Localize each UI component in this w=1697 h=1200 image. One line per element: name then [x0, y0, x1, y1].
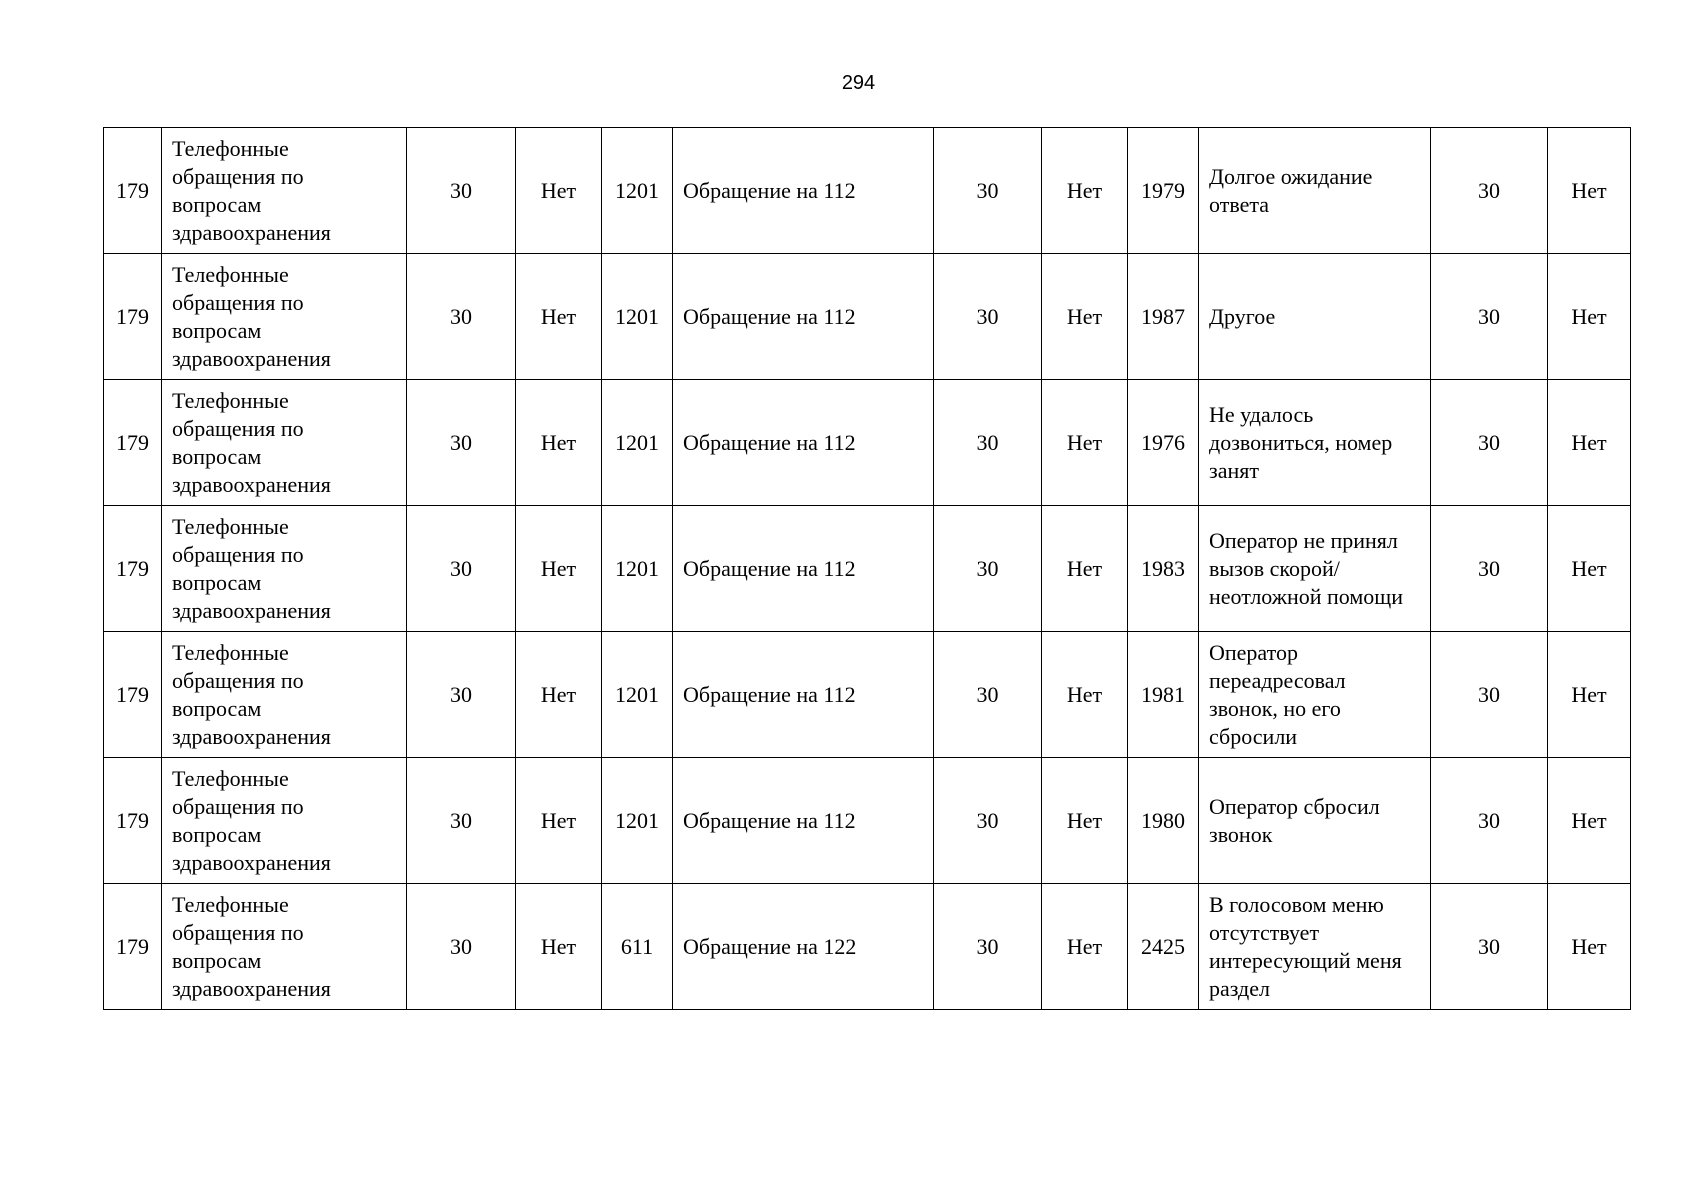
table-cell-subtopic-name: Другое: [1199, 254, 1431, 380]
table-cell-topic-flag: Нет: [1042, 758, 1128, 884]
table-cell-topic-days: 30: [934, 632, 1042, 758]
table-cell-group-code: 179: [104, 632, 162, 758]
table-cell-subtopic-code: 1980: [1128, 758, 1199, 884]
table-cell-subtopic-flag: Нет: [1548, 632, 1631, 758]
table-cell-group-name: Телефонные обращения по вопросам здравоохранения: [162, 884, 407, 1010]
table-cell-subtopic-code: 1983: [1128, 506, 1199, 632]
table-cell-topic-name: Обращение на 112: [673, 758, 934, 884]
table-cell-subtopic-days: 30: [1431, 506, 1548, 632]
table-cell-subtopic-code: 1976: [1128, 380, 1199, 506]
page-number: 294: [841, 72, 876, 94]
table-cell-group-days: 30: [407, 506, 516, 632]
table-cell-topic-code: 1201: [602, 758, 673, 884]
table-cell-topic-days: 30: [934, 254, 1042, 380]
table-cell-topic-name: Обращение на 112: [673, 128, 934, 254]
table-cell-subtopic-days: 30: [1431, 884, 1548, 1010]
table-cell-group-flag: Нет: [516, 254, 602, 380]
table-cell-topic-name: Обращение на 122: [673, 884, 934, 1010]
table-cell-group-name: Телефонные обращения по вопросам здравоохранения: [162, 380, 407, 506]
table-cell-subtopic-name: Оператор не принял вызов скорой/неотложной помощи: [1199, 506, 1431, 632]
table-cell-group-days: 30: [407, 128, 516, 254]
table-cell-group-name: Телефонные обращения по вопросам здравоохранения: [162, 506, 407, 632]
table-cell-subtopic-days: 30: [1431, 380, 1548, 506]
table-cell-subtopic-days: 30: [1431, 632, 1548, 758]
table-cell-topic-code: 1201: [602, 380, 673, 506]
table-cell-topic-days: 30: [934, 884, 1042, 1010]
table-cell-group-code: 179: [104, 380, 162, 506]
table-cell-subtopic-days: 30: [1431, 128, 1548, 254]
table-cell-subtopic-days: 30: [1431, 254, 1548, 380]
table-cell-group-days: 30: [407, 632, 516, 758]
table-cell-group-code: 179: [104, 506, 162, 632]
table-cell-group-name: Телефонные обращения по вопросам здравоохранения: [162, 758, 407, 884]
table-cell-subtopic-flag: Нет: [1548, 128, 1631, 254]
table-cell-subtopic-code: 1981: [1128, 632, 1199, 758]
table-cell-topic-code: 1201: [602, 128, 673, 254]
table-row: [104, 632, 1631, 758]
table-cell-group-flag: Нет: [516, 632, 602, 758]
table-cell-group-flag: Нет: [516, 380, 602, 506]
table-cell-group-code: 179: [104, 254, 162, 380]
table-cell-topic-flag: Нет: [1042, 380, 1128, 506]
table-cell-topic-days: 30: [934, 380, 1042, 506]
table-cell-subtopic-flag: Нет: [1548, 884, 1631, 1010]
table-cell-topic-code: 611: [602, 884, 673, 1010]
table-cell-subtopic-name: Не удалось дозвониться, номер занят: [1199, 380, 1431, 506]
table-cell-topic-name: Обращение на 112: [673, 254, 934, 380]
table-cell-topic-days: 30: [934, 506, 1042, 632]
table-cell-topic-flag: Нет: [1042, 254, 1128, 380]
table-cell-group-days: 30: [407, 254, 516, 380]
table-cell-group-code: 179: [104, 758, 162, 884]
table-cell-group-flag: Нет: [516, 884, 602, 1010]
table-cell-topic-code: 1201: [602, 506, 673, 632]
table-cell-subtopic-flag: Нет: [1548, 758, 1631, 884]
table-row: [104, 380, 1631, 506]
table-row: [104, 758, 1631, 884]
table-cell-topic-flag: Нет: [1042, 128, 1128, 254]
table-row: [104, 254, 1631, 380]
table-cell-group-name: Телефонные обращения по вопросам здравоохранения: [162, 632, 407, 758]
table-cell-group-days: 30: [407, 884, 516, 1010]
table-cell-group-flag: Нет: [516, 128, 602, 254]
table-cell-topic-days: 30: [934, 128, 1042, 254]
table-cell-topic-flag: Нет: [1042, 632, 1128, 758]
table-cell-group-name: Телефонные обращения по вопросам здравоохранения: [162, 128, 407, 254]
table-cell-topic-days: 30: [934, 758, 1042, 884]
table-row: [104, 884, 1631, 1010]
table-cell-topic-flag: Нет: [1042, 506, 1128, 632]
table-cell-subtopic-flag: Нет: [1548, 254, 1631, 380]
table-cell-topic-name: Обращение на 112: [673, 632, 934, 758]
table-cell-group-flag: Нет: [516, 758, 602, 884]
table-cell-group-days: 30: [407, 758, 516, 884]
table-cell-subtopic-code: 2425: [1128, 884, 1199, 1010]
table-cell-subtopic-code: 1979: [1128, 128, 1199, 254]
table-cell-subtopic-flag: Нет: [1548, 380, 1631, 506]
table-cell-group-code: 179: [104, 884, 162, 1010]
table-cell-group-flag: Нет: [516, 506, 602, 632]
table-cell-subtopic-name: Оператор сбросил звонок: [1199, 758, 1431, 884]
table-row: [104, 128, 1631, 254]
table-cell-topic-code: 1201: [602, 254, 673, 380]
table-cell-subtopic-name: Оператор переадресовал звонок, но его сбросили: [1199, 632, 1431, 758]
table-cell-topic-code: 1201: [602, 632, 673, 758]
table-row: [104, 506, 1631, 632]
table-cell-topic-name: Обращение на 112: [673, 506, 934, 632]
table-cell-topic-flag: Нет: [1042, 884, 1128, 1010]
table-cell-subtopic-code: 1987: [1128, 254, 1199, 380]
table-cell-subtopic-days: 30: [1431, 758, 1548, 884]
table-cell-topic-name: Обращение на 112: [673, 380, 934, 506]
table-cell-group-code: 179: [104, 128, 162, 254]
table-cell-subtopic-name: В голосовом меню отсутствует интересующий меня раздел: [1199, 884, 1431, 1010]
data-table: [103, 127, 1631, 1010]
table-cell-group-name: Телефонные обращения по вопросам здравоохранения: [162, 254, 407, 380]
table-cell-subtopic-flag: Нет: [1548, 506, 1631, 632]
table-cell-subtopic-name: Долгое ожидание ответа: [1199, 128, 1431, 254]
table-cell-group-days: 30: [407, 380, 516, 506]
